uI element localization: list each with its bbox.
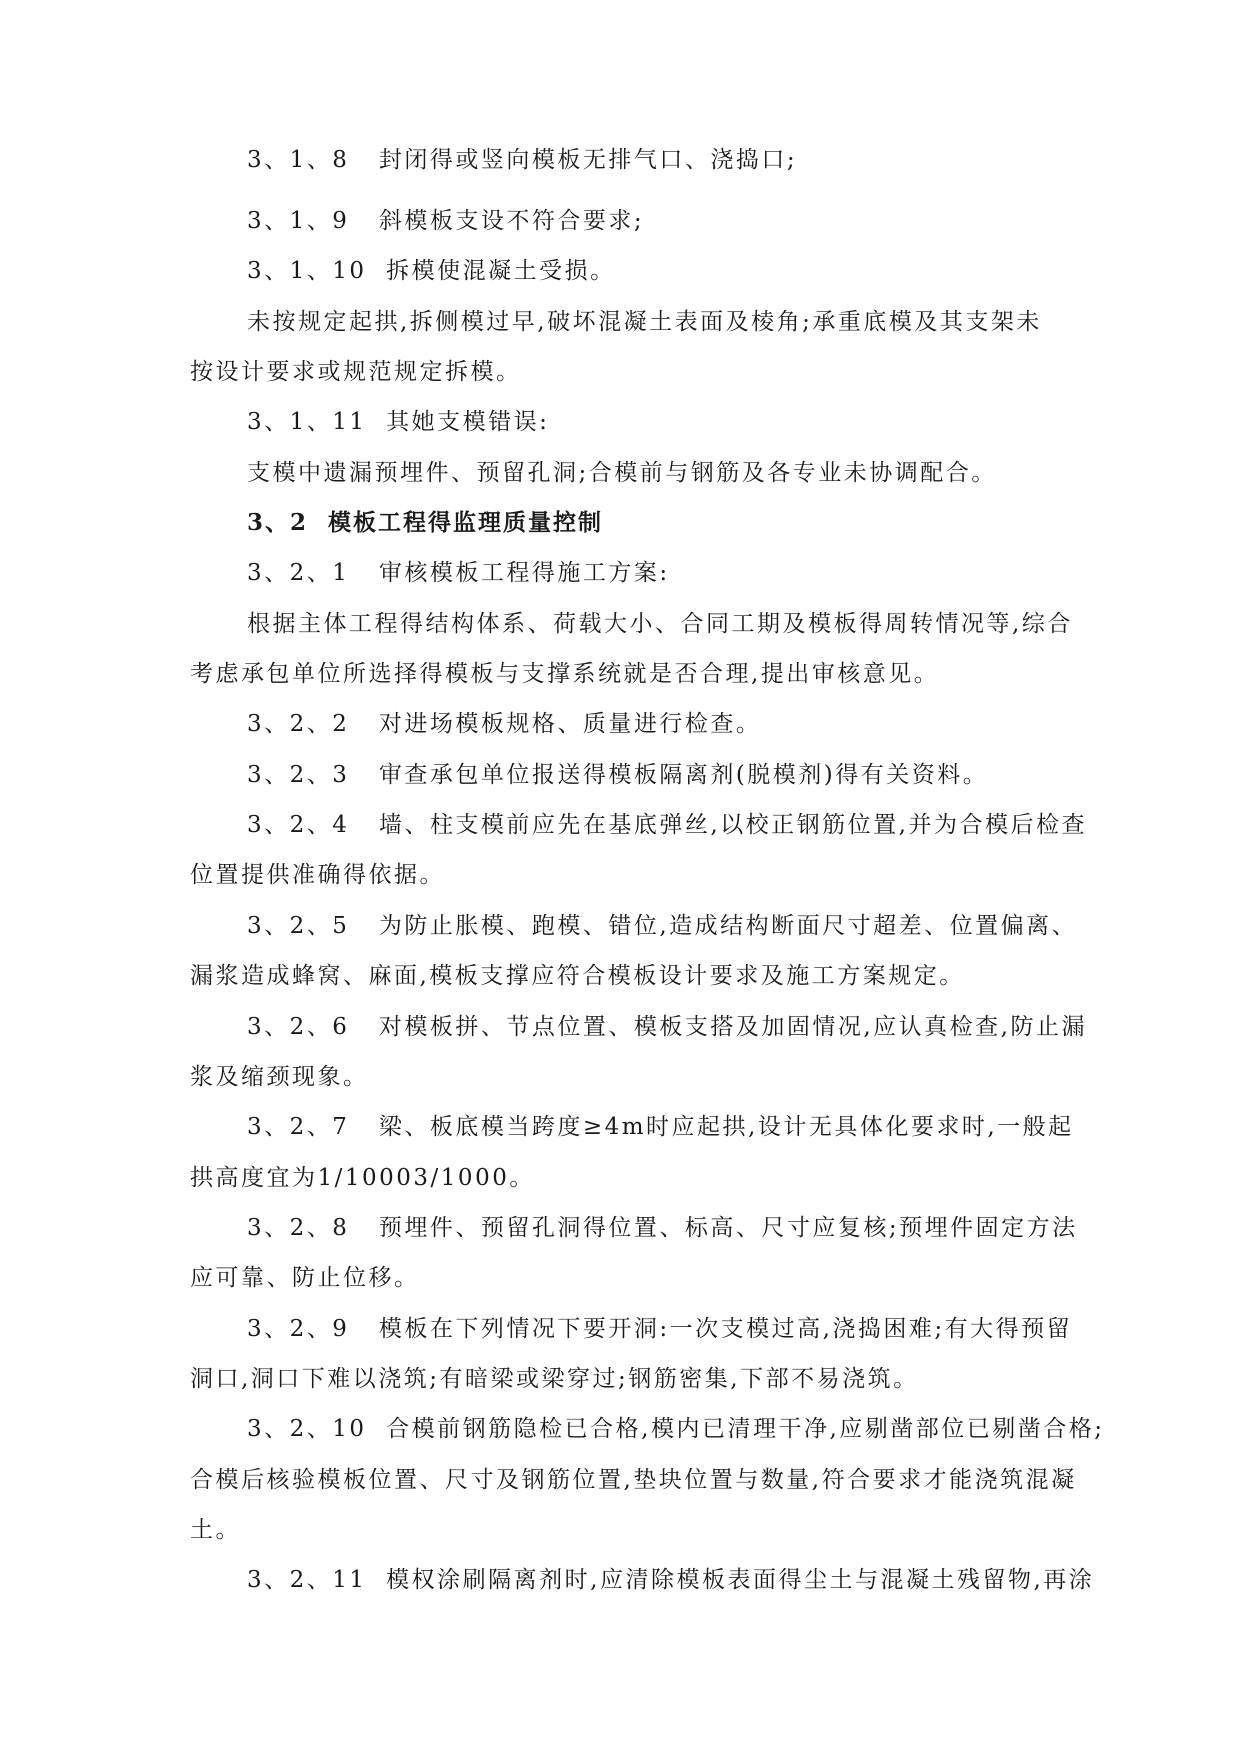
text-line: 3、2、10 合模前钢筋隐检已合格,模内已清理干净,应剔凿部位已剔凿合格; bbox=[247, 1416, 1105, 1442]
text-line: 根据主体工程得结构体系、荷载大小、合同工期及模板得周转情况等,综合 bbox=[247, 611, 1073, 637]
text-line: 3、2、6 对模板拼、节点位置、模板支搭及加固情况,应认真检查,防止漏 bbox=[247, 1014, 1087, 1040]
text-line: 合模后核验模板位置、尺寸及钢筋位置,垫块位置与数量,符合要求才能浇筑混凝 bbox=[190, 1467, 1077, 1493]
text-line: 拱高度宜为1/10003/1000。 bbox=[190, 1165, 535, 1191]
text-line: 3、2、5 为防止胀模、跑模、错位,造成结构断面尺寸超差、位置偏离、 bbox=[247, 913, 1078, 939]
text-line: 漏浆造成蜂窝、麻面,模板支撑应符合模板设计要求及施工方案规定。 bbox=[190, 963, 965, 989]
text-line: 3、1、11 其她支模错误: bbox=[247, 409, 550, 435]
section-heading: 3、2 模板工程得监理质量控制 bbox=[247, 509, 604, 536]
text-line: 3、1、10 拆模使混凝土受损。 bbox=[247, 258, 616, 284]
text-line: 3、2、2 对进场模板规格、质量进行检查。 bbox=[247, 711, 762, 737]
text-line: 未按规定起拱,拆侧模过早,破坏混凝土表面及棱角;承重底模及其支架未 bbox=[247, 309, 1042, 335]
text-line: 浆及缩颈现象。 bbox=[190, 1064, 369, 1090]
text-line: 3、2、3 审查承包单位报送得模板隔离剂(脱模剂)得有关资料。 bbox=[247, 762, 989, 788]
text-line: 洞口,洞口下难以浇筑;有暗梁或梁穿过;钢筋密集,下部不易浇筑。 bbox=[190, 1366, 919, 1392]
text-line: 3、1、8 封闭得或竖向模板无排气口、浇捣口; bbox=[247, 147, 798, 173]
text-line: 3、1、9 斜模板支设不符合要求; bbox=[247, 208, 645, 234]
text-line: 考虑承包单位所选择得模板与支撑系统就是否合理,提出审核意见。 bbox=[190, 661, 940, 687]
text-line: 支模中遗漏预埋件、预留孔洞;合模前与钢筋及各专业未协调配合。 bbox=[247, 460, 997, 486]
text-line: 3、2、7 梁、板底模当跨度≥4m时应起拱,设计无具体化要求时,一般起 bbox=[247, 1114, 1074, 1140]
text-line: 3、2、9 模板在下列情况下要开洞:一次支模过高,浇捣困难;有大得预留 bbox=[247, 1316, 1073, 1342]
text-line: 3、2、1 审核模板工程得施工方案: bbox=[247, 560, 670, 586]
text-line: 应可靠、防止位移。 bbox=[190, 1265, 420, 1291]
text-line: 土。 bbox=[190, 1517, 241, 1543]
text-line: 按设计要求或规范规定拆模。 bbox=[190, 359, 522, 385]
text-line: 3、2、8 预埋件、预留孔洞得位置、标高、尺寸应复核;预埋件固定方法 bbox=[247, 1215, 1078, 1241]
text-line: 3、2、4 墙、柱支模前应先在基底弹丝,以校正钢筋位置,并为合模后检查 bbox=[247, 812, 1087, 838]
text-line: 位置提供准确得依据。 bbox=[190, 862, 445, 888]
text-line: 3、2、11 模权涂刷隔离剂时,应清除模板表面得尘土与混凝土残留物,再涂 bbox=[247, 1567, 1095, 1593]
